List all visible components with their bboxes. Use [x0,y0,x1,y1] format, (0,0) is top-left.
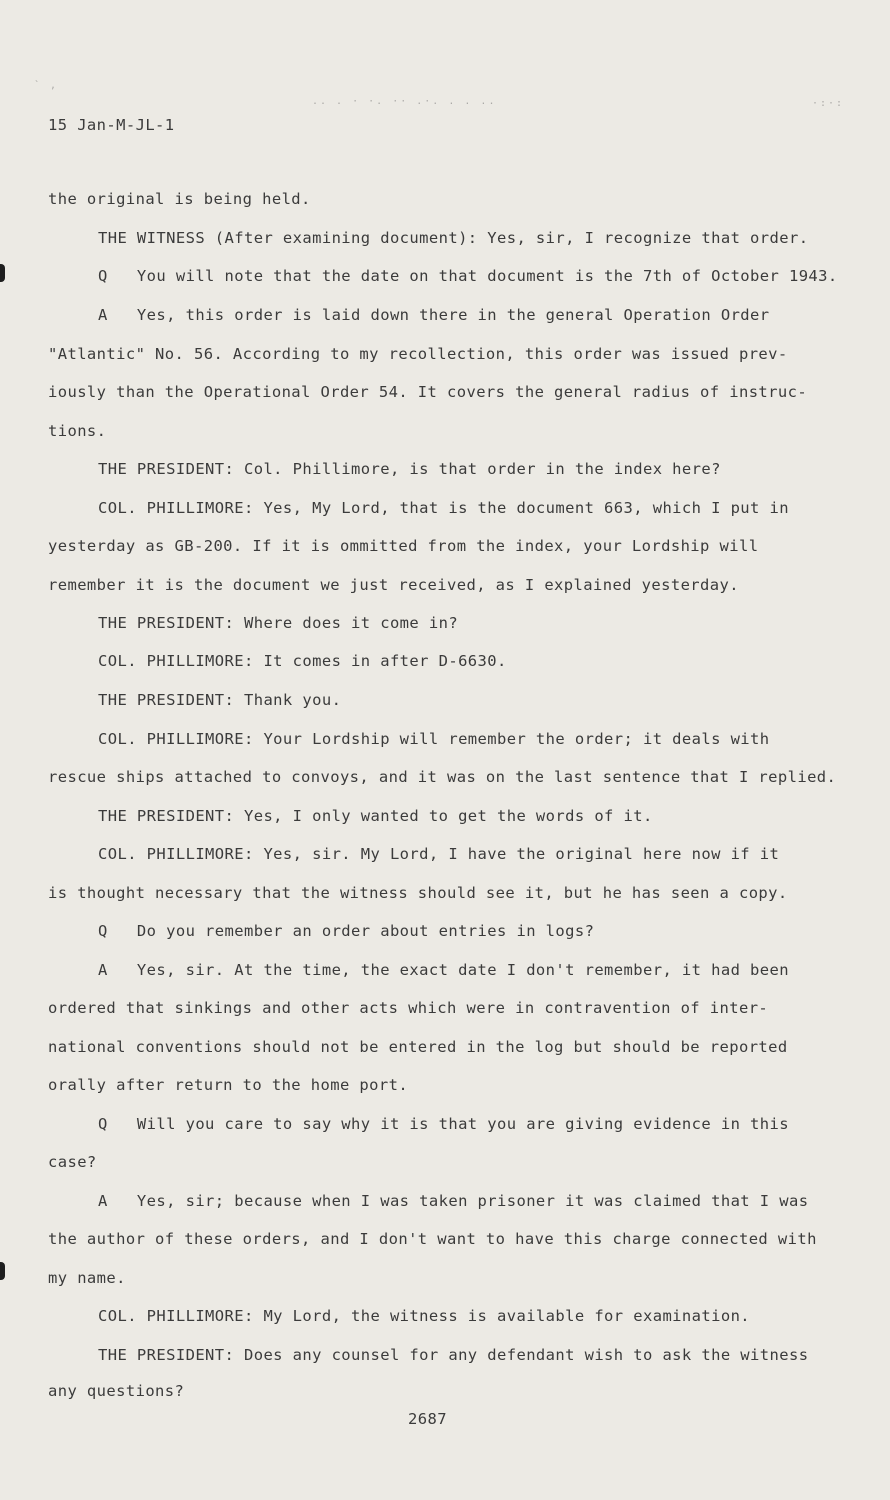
text-line: COL. PHILLIMORE: Yes, My Lord, that is the document 663, which I put in [98,499,789,517]
text-line: yesterday as GB-200. If it is ommitted from the index, your Lordship will [48,537,759,555]
text-line: "Atlantic" No. 56. According to my recollection, this order was issued prev- [48,345,788,363]
text-line: case? [48,1153,97,1171]
text-line: ordered that sinkings and other acts which were in contravention of inter- [48,999,769,1017]
text-line: Q You will note that the date on that document is the 7th of October 1943. [98,267,838,285]
text-line: the author of these orders, and I don't want to have this charge connected with [48,1230,817,1248]
text-line: THE WITNESS (After examining document): Yes, sir, I recognize that order. [98,229,809,247]
text-line: my name. [48,1269,126,1287]
binding-hole-mark [0,264,5,282]
text-line: Q Do you remember an order about entries in logs? [98,922,595,940]
text-line: THE PRESIDENT: Thank you. [98,691,342,709]
text-line: is thought necessary that the witness should see it, but he has seen a copy. [48,884,788,902]
text-line: COL. PHILLIMORE: It comes in after D-6630. [98,652,507,670]
text-line: THE PRESIDENT: Does any counsel for any defendant wish to ask the witness [98,1346,809,1364]
text-line: THE PRESIDENT: Where does it come in? [98,614,459,632]
text-line: orally after return to the home port. [48,1076,409,1094]
text-line: tions. [48,422,107,440]
text-line: national conventions should not be entered in the log but should be reported [48,1038,788,1056]
text-line: THE PRESIDENT: Yes, I only wanted to get the words of it. [98,807,653,825]
text-line: the original is being held. [48,190,311,208]
text-line: Q Will you care to say why it is that you are giving evidence in this [98,1115,789,1133]
paper-speck: ·:·: [812,98,845,109]
paper-speck: .. . · ·. ·· .·. . . .. [312,96,497,107]
binding-hole-mark [0,1262,5,1280]
text-line: A Yes, sir; because when I was taken prisoner it was claimed that I was [98,1192,809,1210]
text-line: COL. PHILLIMORE: Yes, sir. My Lord, I have the original here now if it [98,845,780,863]
paper-speck: ` , [34,80,59,91]
text-line: THE PRESIDENT: Col. Phillimore, is that order in the index here? [98,460,721,478]
text-line: A Yes, this order is laid down there in the general Operation Order [98,306,770,324]
text-line: remember it is the document we just received, as I explained yesterday. [48,576,739,594]
text-line: any questions? [48,1382,185,1400]
text-line: COL. PHILLIMORE: Your Lordship will remember the order; it deals with [98,730,770,748]
text-line: rescue ships attached to convoys, and it was on the last sentence that I replied. [48,768,837,786]
text-line: iously than the Operational Order 54. It covers the general radius of instruc- [48,383,808,401]
header-id: 15 Jan-M-JL-1 [48,116,175,134]
text-line: COL. PHILLIMORE: My Lord, the witness is available for examination. [98,1307,751,1325]
text-line: A Yes, sir. At the time, the exact date I don't remember, it had been [98,961,789,979]
page-number: 2687 [408,1410,447,1428]
